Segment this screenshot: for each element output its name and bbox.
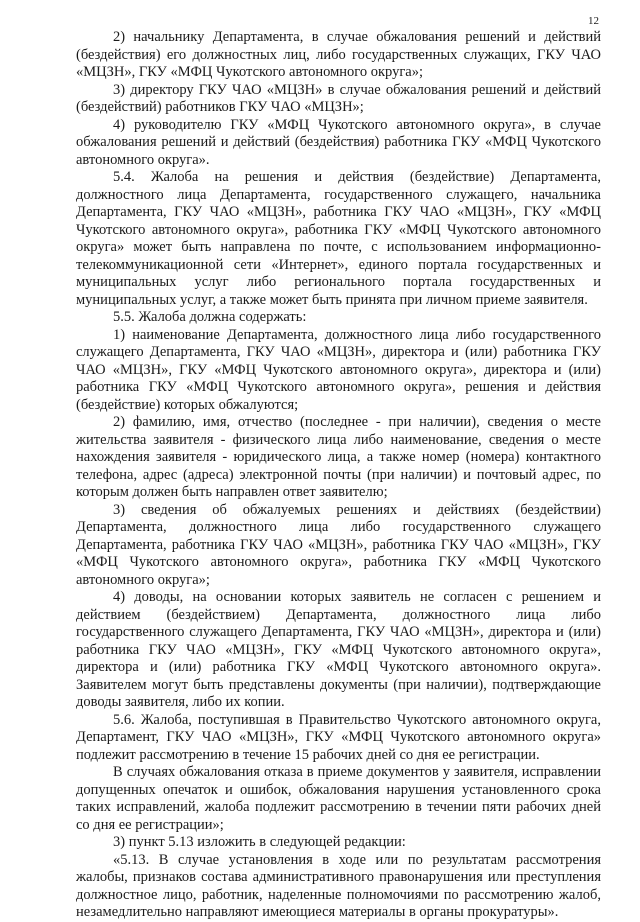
paragraph-5-5-item-3: 3) сведения об обжалуемых решениях и действиях (бездействии) Департамента, должностного лица либо государственного служащего Департамента, работника ГКУ ЧАО «МЦЗН», работника ГКУ ЧАО «МЦЗН», ГКУ «МФЦ Чукотского автономного округа», работника ГКУ «МФЦ Чукотского автономного округа»; <box>76 501 601 588</box>
paragraph-5-5-item-1: 1) наименование Департамента, должностного лица либо государственного служащего Департамента, ГКУ ЧАО «МЦЗН», директора и (или) работника ГКУ ЧАО «МЦЗН», ГКУ «МФЦ Чукотского автономного округа», директора и (или) работника ГКУ «МФЦ Чукотского автономного округа», решения и действия (бездействие) которых обжалуются; <box>76 326 601 413</box>
page-number: 12 <box>588 15 599 27</box>
paragraph-5-5-item-4: 4) доводы, на основании которых заявитель не согласен с решением и действием (бездействием) Департамента, должностного лица либо государственного служащего Департамента, ГКУ ЧАО «МЦЗН», директора и (или) работника ГКУ ЧАО «МЦЗН», ГКУ «МФЦ Чукотского автономного округа», директора и (или) работника ГКУ «МФЦ Чукотского автономного округа». Заявителем могут быть представлены документы (при наличии), подтверждающие доводы заявителя, либо их копии. <box>76 589 601 710</box>
paragraph-4-head-mfc: 4) руководителю ГКУ «МФЦ Чукотского автономного округа», в случае обжалования решений и действий (бездействия) работника ГКУ «МФЦ Чукотского автономного округа». <box>76 116 601 168</box>
paragraph-2-department-head: 2) начальнику Департамента, в случае обжалования решений и действий (бездействия) его должностных лиц, либо государственных служащих, ГКУ ЧАО «МЦЗН», ГКУ «МФЦ Чукотского автономного округа»; <box>76 29 601 80</box>
paragraph-5-6: 5.6. Жалоба, поступившая в Правительство Чукотского автономного округа, Департамент, ГКУ ЧАО «МЦЗН», ГКУ «МФЦ Чукотского автономного округа» подлежит рассмотрению в течение 15 рабочих дней со дня ее регистрации. <box>76 711 601 763</box>
document-body <box>76 29 601 922</box>
paragraph-5-5-item-2: 2) фамилию, имя, отчество (последнее - при наличии), сведения о месте жительства заявителя - физического лица либо наименование, сведения о месте нахождения заявителя - юридического лица, а также номер (номера) контактного телефона, адрес (адреса) электронной почты (при наличии) и почтовый адрес, по которым должен быть направлен ответ заявителю; <box>76 414 601 500</box>
paragraph-5-4: 5.4. Жалоба на решения и действия (бездействие) Департамента, должностного лица Департамента, государственного служащего, начальника Департамента, ГКУ ЧАО «МЦЗН», работника ГКУ ЧАО «МЦЗН», ГКУ «МФЦ Чукотского автономного округа», работника ГКУ «МФЦ Чукотского автономного округа» может быть направлена по почте, с использованием информационно-телекоммуникационной сети «Интернет», единого портала государственных и муниципальных услуг либо регионального портала государственных и муниципальных услуг, а также может быть принята при личном приеме заявителя. <box>76 169 601 308</box>
paragraph-refusal-cases: В случаях обжалования отказа в приеме документов у заявителя, исправлении допущенных опечаток и ошибок, обжалования нарушения установленного срока таких исправлений, жалоба подлежит рассмотрению в течении пяти рабочих дней со дня ее регистрации»; <box>76 764 601 833</box>
paragraph-5-5: 5.5. Жалоба должна содержать: <box>113 309 307 325</box>
paragraph-5-13: «5.13. В случае установления в ходе или по результатам рассмотрения жалобы, признаков состава административного правонарушения или преступления должностное лицо, работник, наделенные полномочиями по рассмотрению жалоб, незамедлительно направляют имеющиеся материалы в органы прокуратуры». <box>76 851 601 920</box>
paragraph-3-director-mczn: 3) директору ГКУ ЧАО «МЦЗН» в случае обжалования решений и действий (бездействий) работников ГКУ ЧАО «МЦЗН»; <box>76 81 601 115</box>
paragraph-amend-5-13: 3) пункт 5.13 изложить в следующей редакции: <box>113 834 406 850</box>
